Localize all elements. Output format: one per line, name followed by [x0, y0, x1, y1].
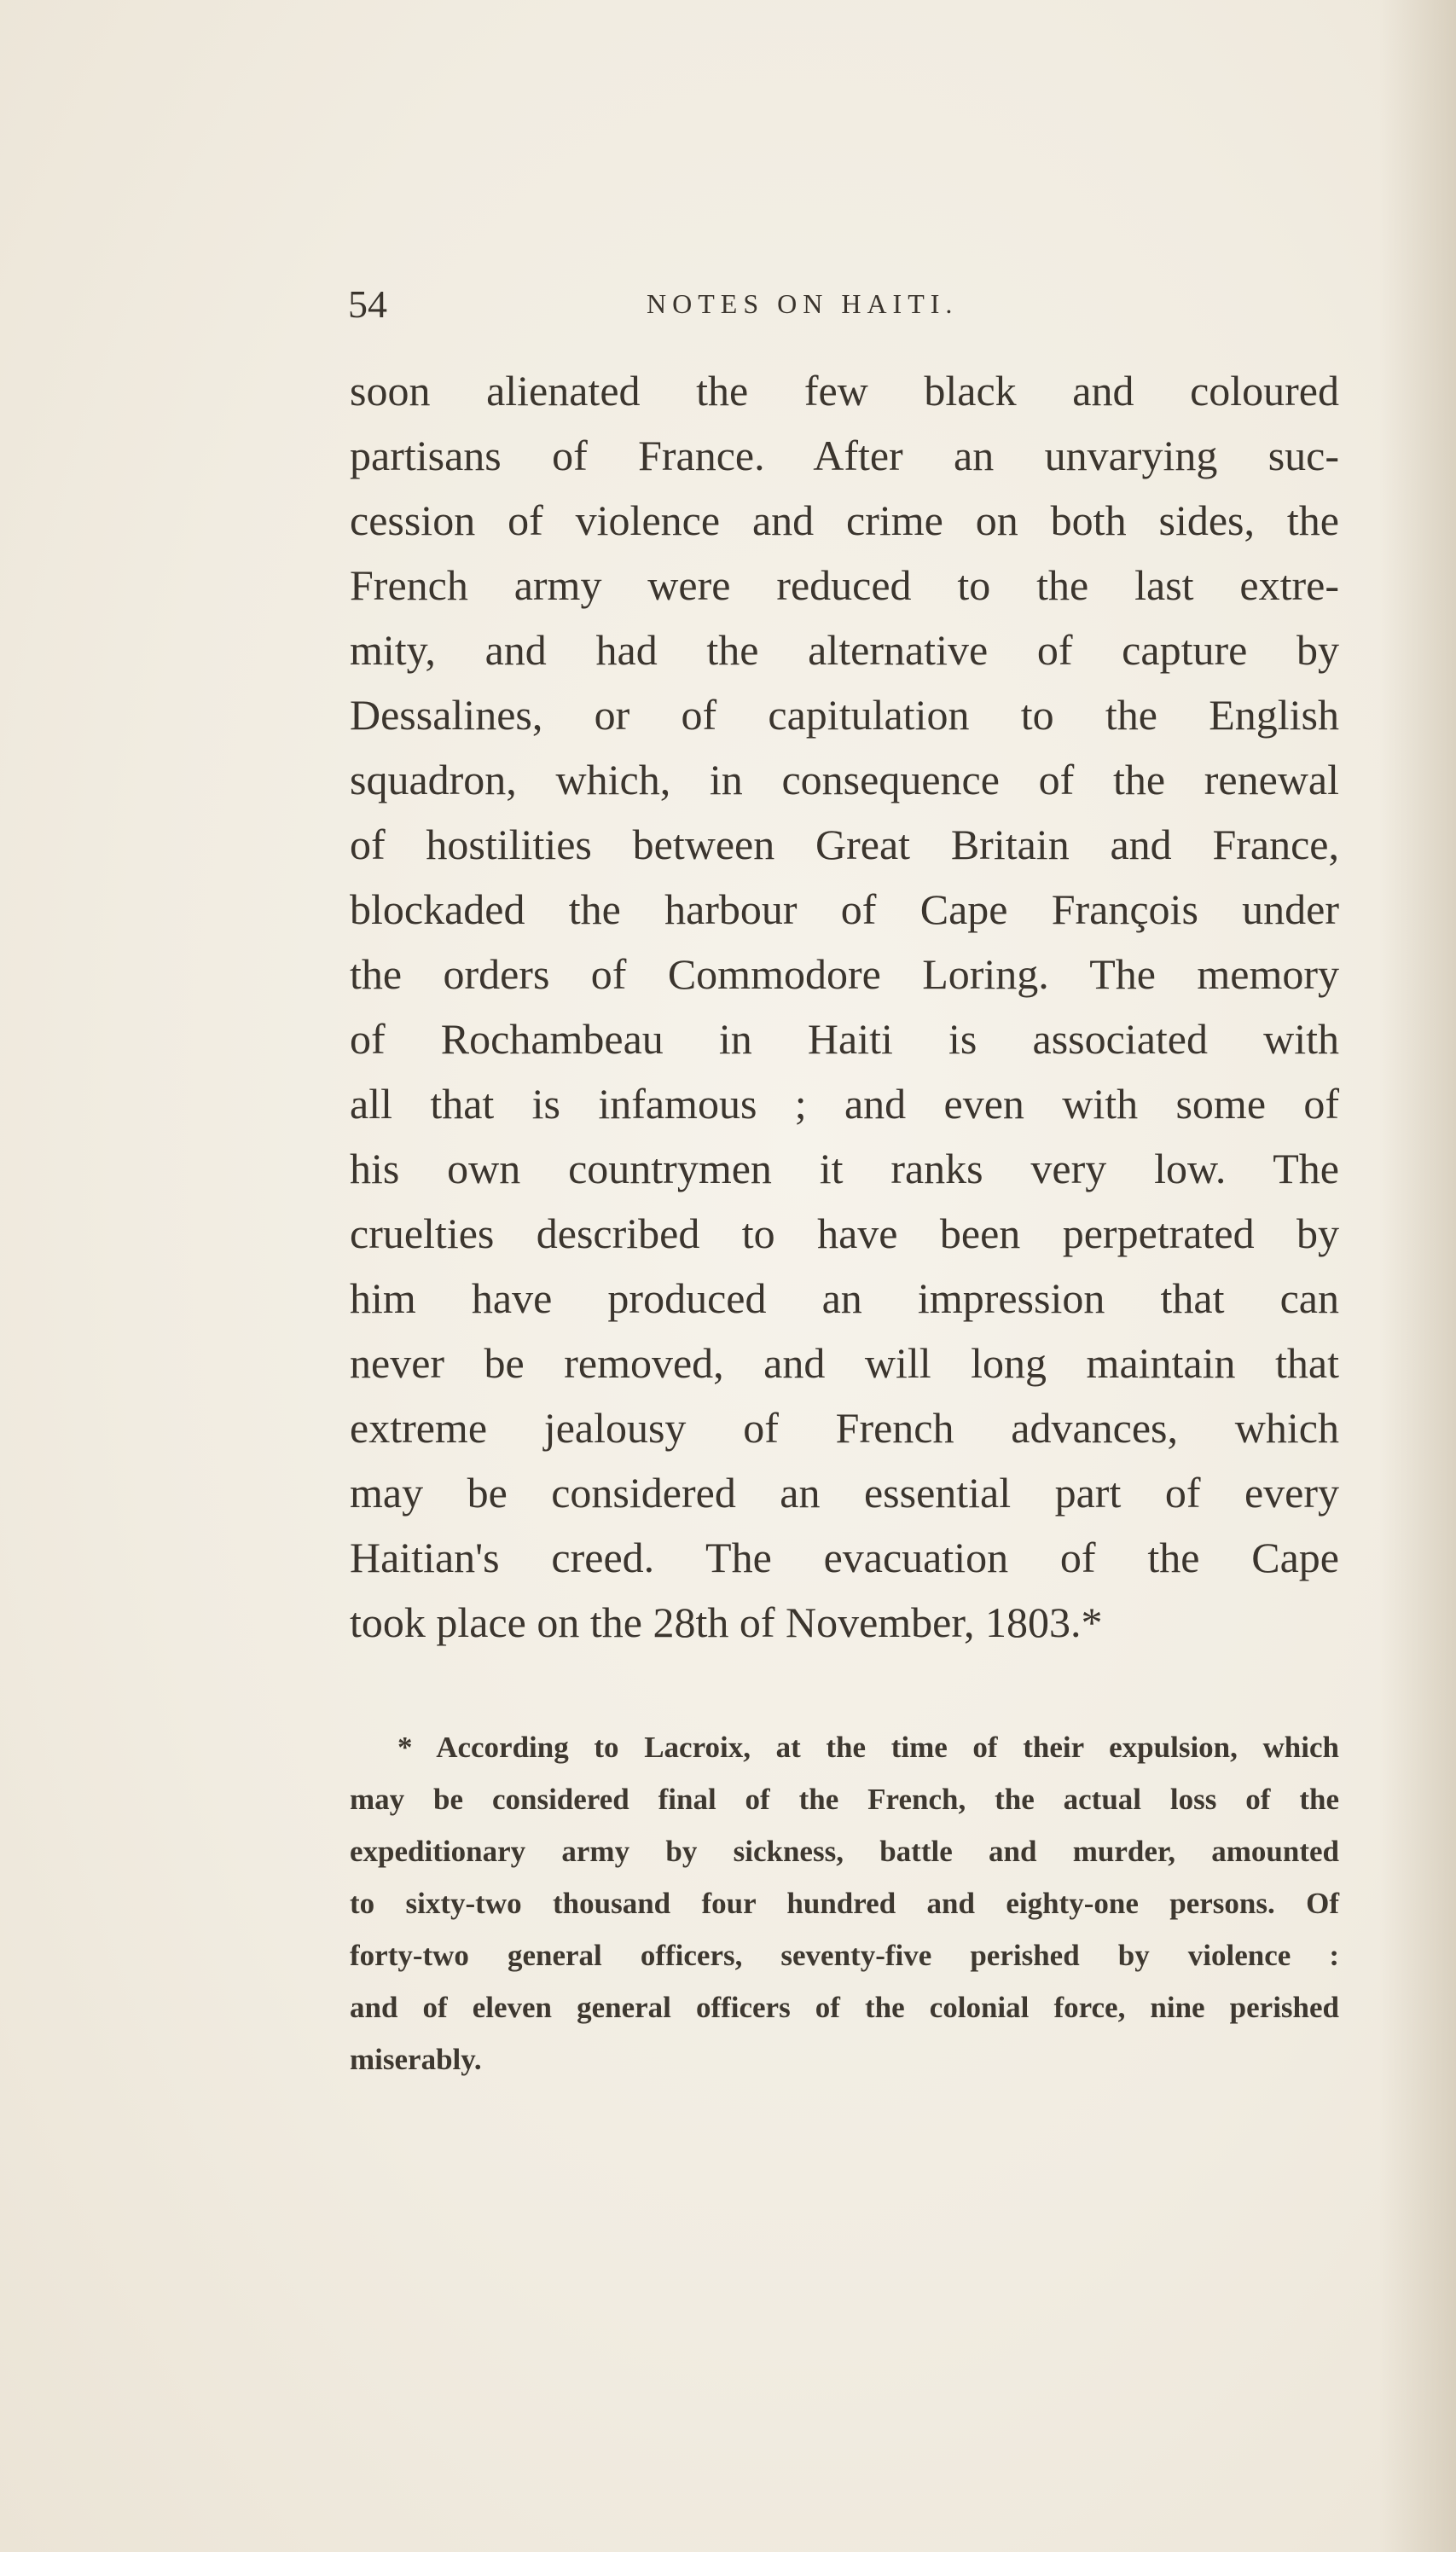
body-line: French army were reduced to the last extre- — [350, 561, 1339, 609]
body-line: him have produced an impression that can — [350, 1274, 1339, 1322]
footnote-line: may be considered final of the French, the actual loss of the — [350, 1783, 1339, 1816]
footnote — [350, 1721, 1339, 2085]
body-line: cession of violence and crime on both sides, the — [350, 496, 1339, 544]
footnote-line: * According to Lacroix, at the time of their expulsion, which — [397, 1731, 1339, 1764]
body-line: Dessalines, or of capitulation to the English — [350, 691, 1339, 739]
body-line: took place on the 28th of November, 1803.* — [350, 1598, 1103, 1646]
page-header — [348, 281, 1337, 333]
body-line: cruelties described to have been perpetrated by — [350, 1209, 1339, 1257]
body-text — [350, 358, 1339, 1655]
body-line: mity, and had the alternative of capture by — [350, 626, 1339, 674]
body-line: his own countrymen it ranks very low. The — [350, 1145, 1339, 1192]
body-line: blockaded the harbour of Cape François under — [350, 885, 1339, 933]
page-number: 54 — [348, 282, 387, 326]
footnote-line: forty-two general officers, seventy-five perished by violence : — [350, 1939, 1339, 1972]
body-line: the orders of Commodore Loring. The memory — [350, 950, 1339, 998]
footnote-line: and of eleven general officers of the colonial force, nine perished — [350, 1991, 1339, 2024]
body-line: soon alienated the few black and coloured — [350, 367, 1339, 415]
footnote-line: expeditionary army by sickness, battle and murder, amounted — [350, 1835, 1339, 1868]
body-line: may be considered an essential part of every — [350, 1469, 1339, 1517]
body-line: extreme jealousy of French advances, which — [350, 1404, 1339, 1452]
body-line: Haitian's creed. The evacuation of the Cape — [350, 1534, 1339, 1581]
body-line: all that is infamous ; and even with some of — [350, 1080, 1339, 1128]
footnote-line: to sixty-two thousand four hundred and eighty-one persons. Of — [350, 1887, 1339, 1920]
running-title: NOTES ON HAITI. — [647, 288, 959, 319]
body-line: squadron, which, in consequence of the renewal — [350, 756, 1339, 803]
body-line: partisans of France. After an unvarying suc- — [350, 432, 1339, 479]
body-line: of Rochambeau in Haiti is associated with — [350, 1015, 1339, 1063]
body-line: never be removed, and will long maintain that — [350, 1339, 1339, 1387]
body-line: of hostilities between Great Britain and France, — [350, 821, 1339, 868]
footnote-line: miserably. — [350, 2043, 482, 2076]
